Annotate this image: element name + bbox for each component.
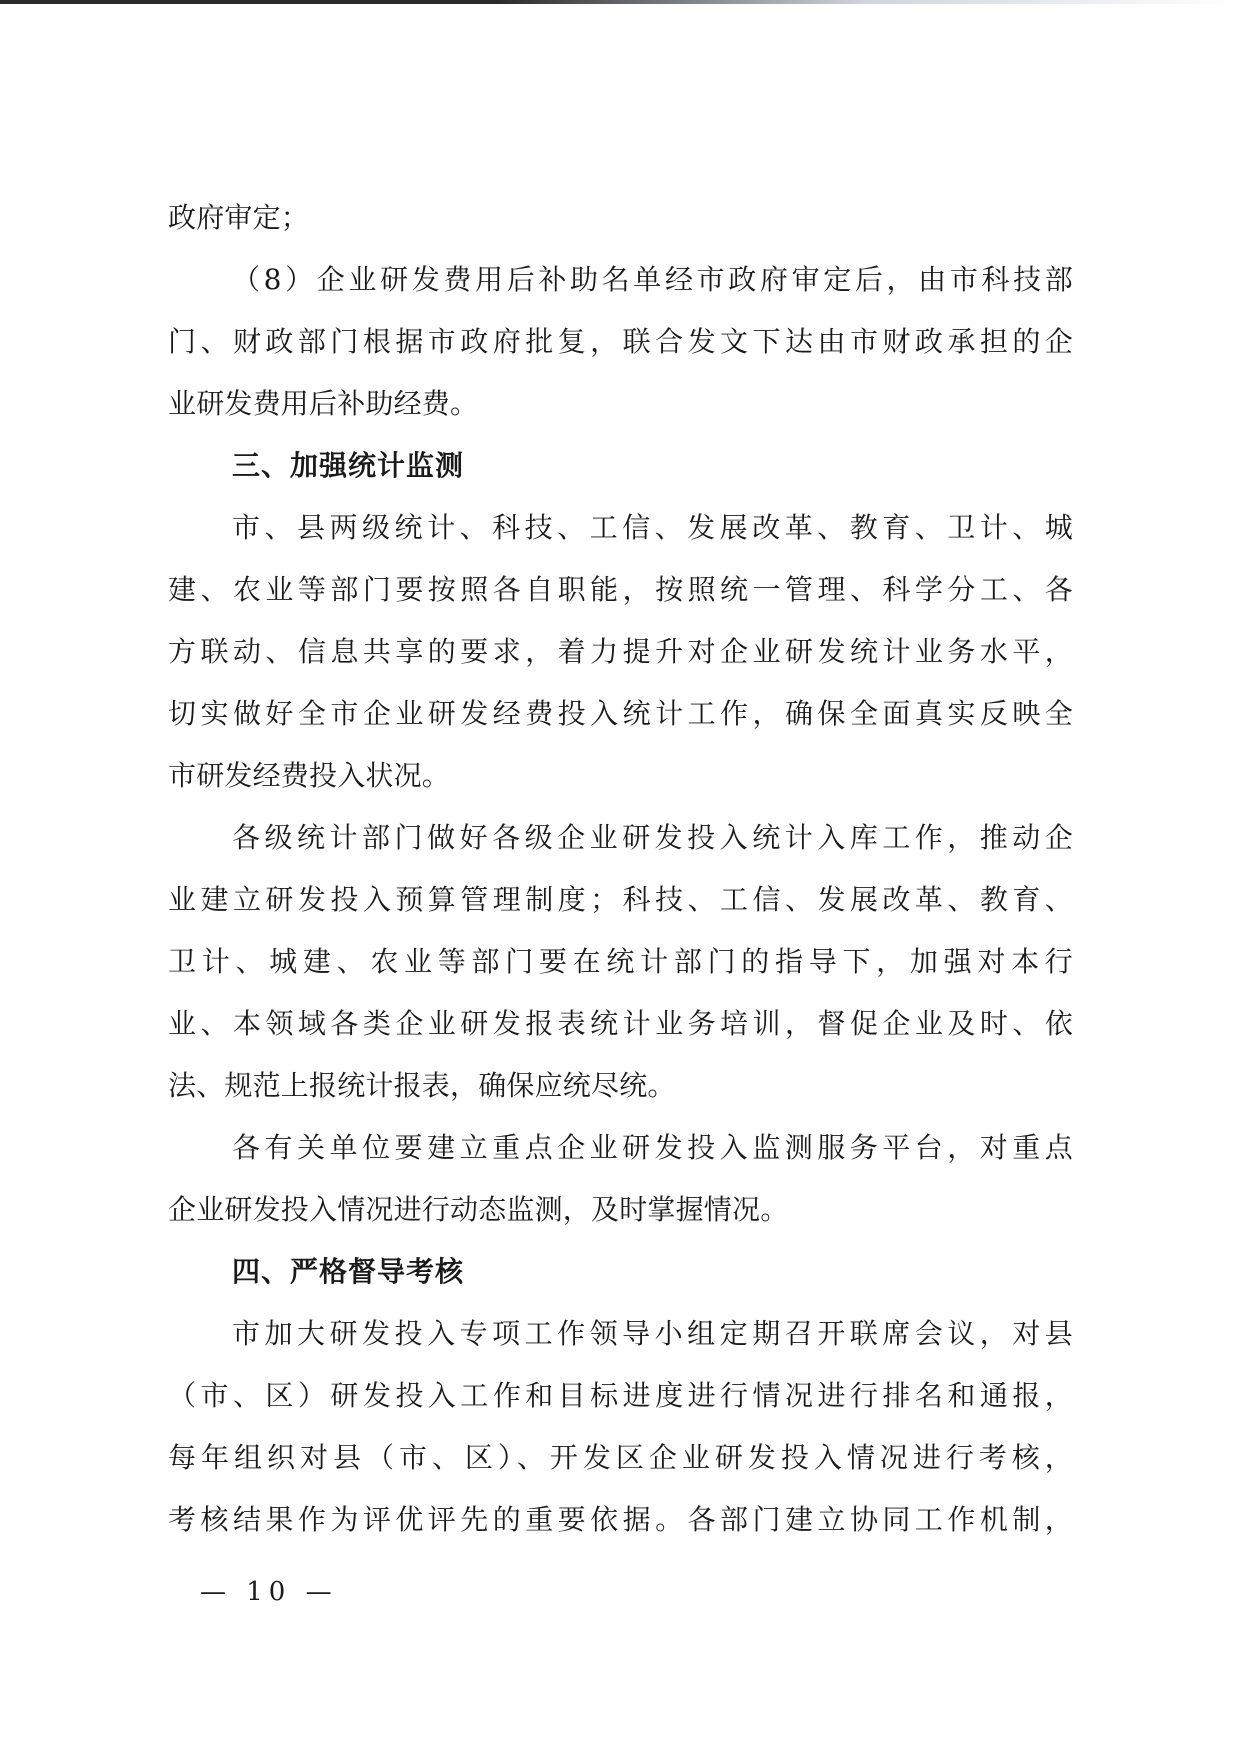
- text-line: 市研发经费投入状况。: [168, 759, 451, 792]
- text-line: 建、农业等部门要按照各自职能，按照统一管理、科学分工、各: [168, 573, 1073, 606]
- text-line: 业研发费用后补助经费。: [168, 387, 479, 420]
- text-line: 考核结果作为评优评先的重要依据。各部门建立协同工作机制，: [168, 1503, 1073, 1536]
- text-line: （8）企业研发费用后补助名单经市政府审定后，由市科技部: [232, 263, 1073, 296]
- text-line: 卫计、城建、农业等部门要在统计部门的指导下，加强对本行: [168, 945, 1073, 978]
- text-line: 企业研发投入情况进行动态监测，及时掌握情况。: [168, 1193, 789, 1226]
- text-line: 市加大研发投入专项工作领导小组定期召开联席会议，对县: [232, 1317, 1073, 1350]
- page-number: — 10 —: [200, 1577, 338, 1607]
- text-line: 门、财政部门根据市政府批复，联合发文下达由市财政承担的企: [168, 325, 1073, 358]
- text-line: 各有关单位要建立重点企业研发投入监测服务平台，对重点: [232, 1131, 1073, 1164]
- text-line: （市、区）研发投入工作和目标进度进行情况进行排名和通报，: [168, 1379, 1073, 1412]
- text-line: 方联动、信息共享的要求，着力提升对企业研发统计业务水平，: [168, 635, 1073, 668]
- text-line: 各级统计部门做好各级企业研发投入统计入库工作，推动企: [232, 821, 1073, 854]
- text-line: 业、本领域各类企业研发报表统计业务培训，督促企业及时、依: [168, 1007, 1073, 1040]
- section-heading-4: 四、严格督导考核: [232, 1255, 465, 1288]
- text-line: 市、县两级统计、科技、工信、发展改革、教育、卫计、城: [232, 511, 1073, 544]
- text-line: 每年组织对县（市、区）、开发区企业研发投入情况进行考核，: [168, 1441, 1073, 1474]
- text-line: 法、规范上报统计报表，确保应统尽统。: [168, 1069, 676, 1102]
- text-line: 政府审定；: [168, 201, 310, 234]
- text-line: 业建立研发投入预算管理制度；科技、工信、发展改革、教育、: [168, 883, 1073, 916]
- text-line: 切实做好全市企业研发经费投入统计工作，确保全面真实反映全: [168, 697, 1073, 730]
- section-heading-3: 三、加强统计监测: [232, 449, 465, 482]
